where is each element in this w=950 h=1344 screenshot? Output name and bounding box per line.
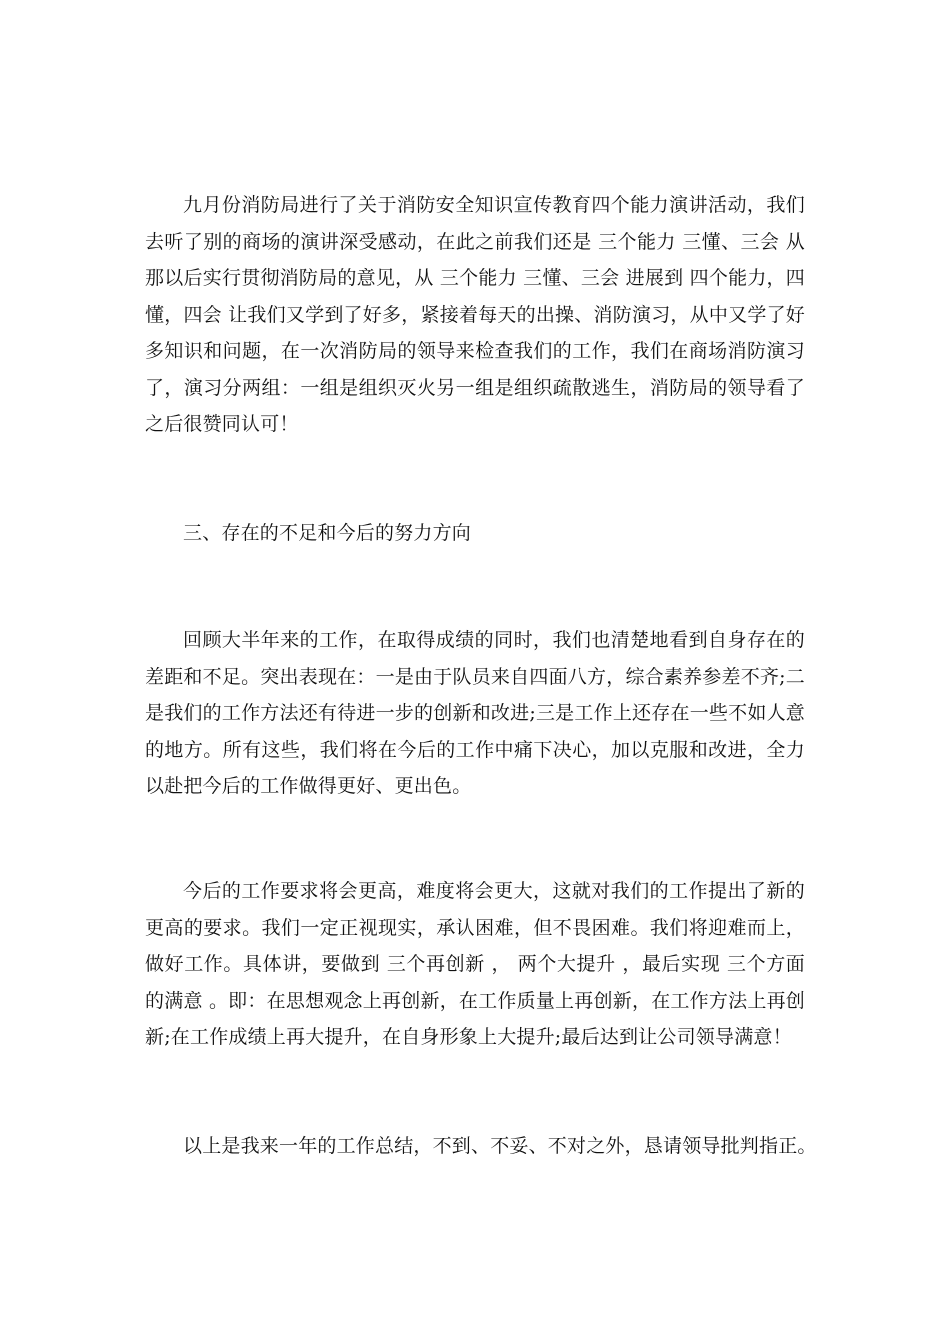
paragraph-fire-drill: 九月份消防局进行了关于消防安全知识宣传教育四个能力演讲活动，我们去听了别的商场的演讲深受感动，在此之前我们还是 三个能力 三懂、三会 从那以后实行贯彻消防局的意见，从 三个能力 三懂、三会 进展到 四个能力，四懂，四会 让我们又学到了好多，紧接着每天的出操、消防演习，从中又学了好多知识和问题，在一次消防局的领导来检查我们的工作，我们在商场消防演习了，演习分两组：一组是组织灭火另一组是组织疏散逃生，消防局的领导看了之后很赞同认可！	[145, 194, 805, 435]
paragraph-review: 回顾大半年来的工作，在取得成绩的同时，我们也清楚地看到自身存在的差距和不足。突出表现在：一是由于队员来自四面八方，综合素养参差不齐;二是我们的工作方法还有待进一步的创新和改进;三是工作上还存在一些不如人意的地方。所有这些，我们将在今后的工作中痛下决心，加以克服和改进，全力以赴把今后的工作做得更好、更出色。	[145, 629, 805, 797]
paragraph-closing: 以上是我来一年的工作总结，不到、不妥、不对之外，恳请领导批判指正。	[183, 1135, 817, 1157]
section-heading-shortcomings: 三、存在的不足和今后的努力方向	[183, 522, 472, 544]
paragraph-future-requirements: 今后的工作要求将会更高，难度将会更大，这就对我们的工作提出了新的更高的要求。我们一定正视现实，承认困难，但不畏困难。我们将迎难而上，做好工作。具体讲，要做到 三个再创新 ， 两个大提升 ，最后实现 三个方面的满意 。即：在思想观念上再创新，在工作质量上再创新，在工作方法上再创新;在工作成绩上再大提升，在自身形象上大提升;最后达到让公司领导满意！	[145, 880, 805, 1048]
